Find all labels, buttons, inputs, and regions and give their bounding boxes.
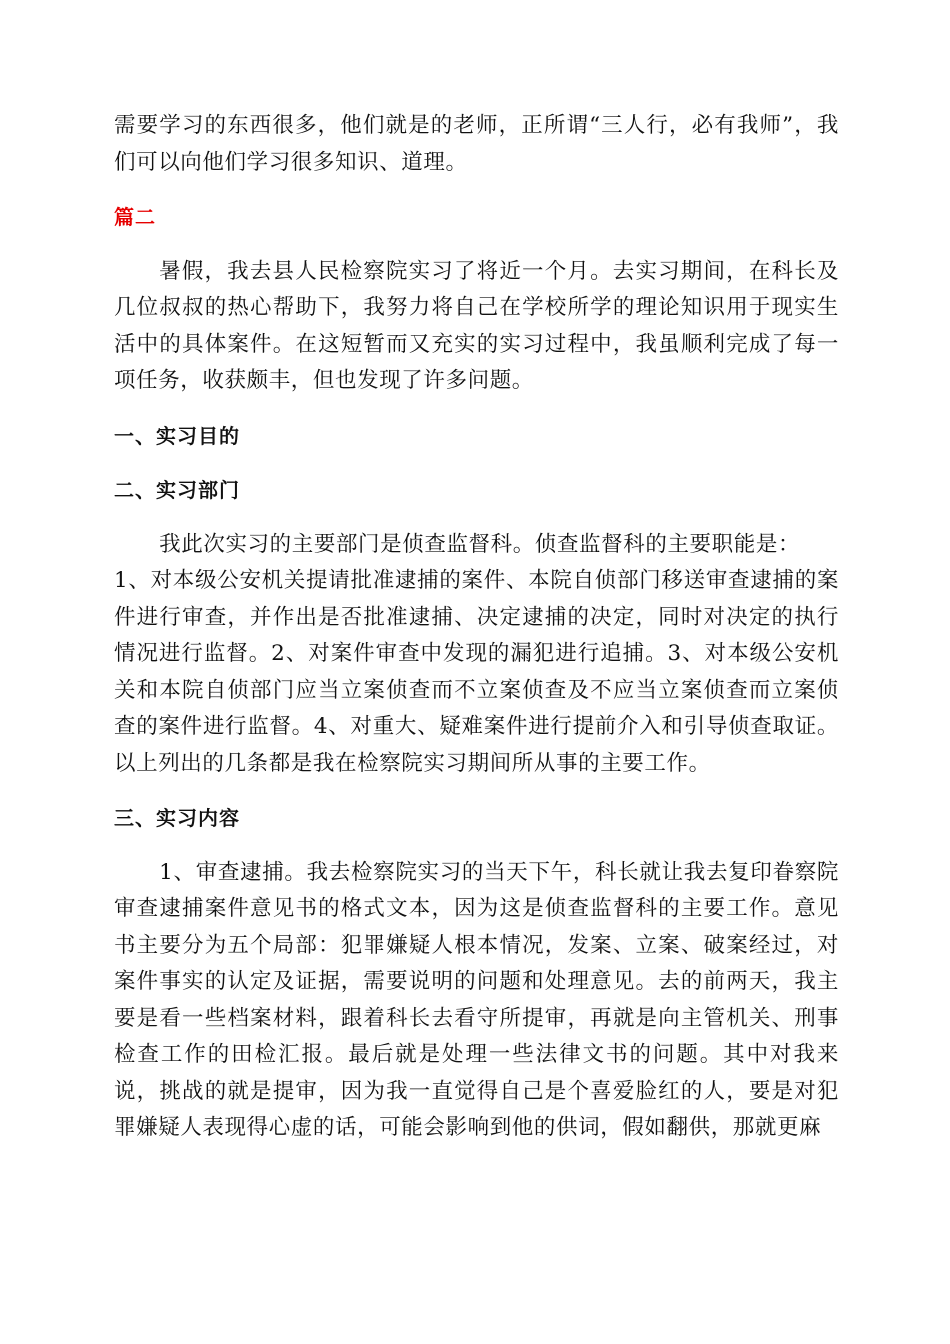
paragraph-content: 1、审查逮捕。我去检察院实习的当天下午，科长就让我去复印眷察院审查逮捕案件意见书的格式文本，因为这是侦查监督科的主要工作。意见书主要分为五个局部：犯罪嫌疑人根本情况，发案、立案、破案经过，对案件事实的认定及证据，需要说明的问题和处理意见。去的前两天，我主要是看一些档案材料，跟着科长去看守所提审，再就是向主管机关、刑事检查工作的田检汇报。最后就是处理一些法律文书的问题。其中对我来说，挑战的就是提审，因为我一直觉得自己是个喜爱脸红的人，要是对犯罪嫌疑人表现得心虚的话，可能会影响到他的供词，假如翻供，那就更麻 — [114, 859, 839, 1140]
paragraph-department-lead: 我此次实习的主要部门是侦查监督科。侦查监督科的主要职能是： — [159, 531, 801, 557]
paragraph-intro: 暑假，我去县人民检察院实习了将近一个月。去实习期间，在科长及几位叔叔的热心帮助下，我努力将自己在学校所学的理论知识用于现实生活中的具体案件。在这短暂而又充实的实习过程中，我虽顺利完成了每一项任务，收获颇丰，但也发现了许多问题。 — [114, 258, 839, 393]
heading-department: 二、实习部门 — [114, 478, 240, 502]
heading-purpose: 一、实习目的 — [114, 423, 240, 448]
document-body — [114, 108, 839, 1165]
heading-content: 三、实习内容 — [114, 806, 240, 830]
paragraph-department-duties: 1、对本级公安机关提请批准逮捕的案件、本院自侦部门移送审查逮捕的案件进行审查，并作出是否批准逮捕、决定逮捕的决定，同时对决定的执行情况进行监督。2、对案件审查中发现的漏犯进行追捕。3、对本级公安机关和本院自侦部门应当立案侦查而不立案侦查及不应当立案侦查而立案侦查的案件进行监督。4、对重大、疑难案件进行提前介入和引导侦查取证。以上列出的几条都是我在检察院实习期间所从事的主要工作。 — [114, 568, 839, 776]
paragraph-continued: 需要学习的东西很多，他们就是的老师，正所谓“三人行，必有我师”，我们可以向他们学习很多知识、道理。 — [114, 113, 839, 175]
section-title: 篇二 — [114, 205, 156, 229]
